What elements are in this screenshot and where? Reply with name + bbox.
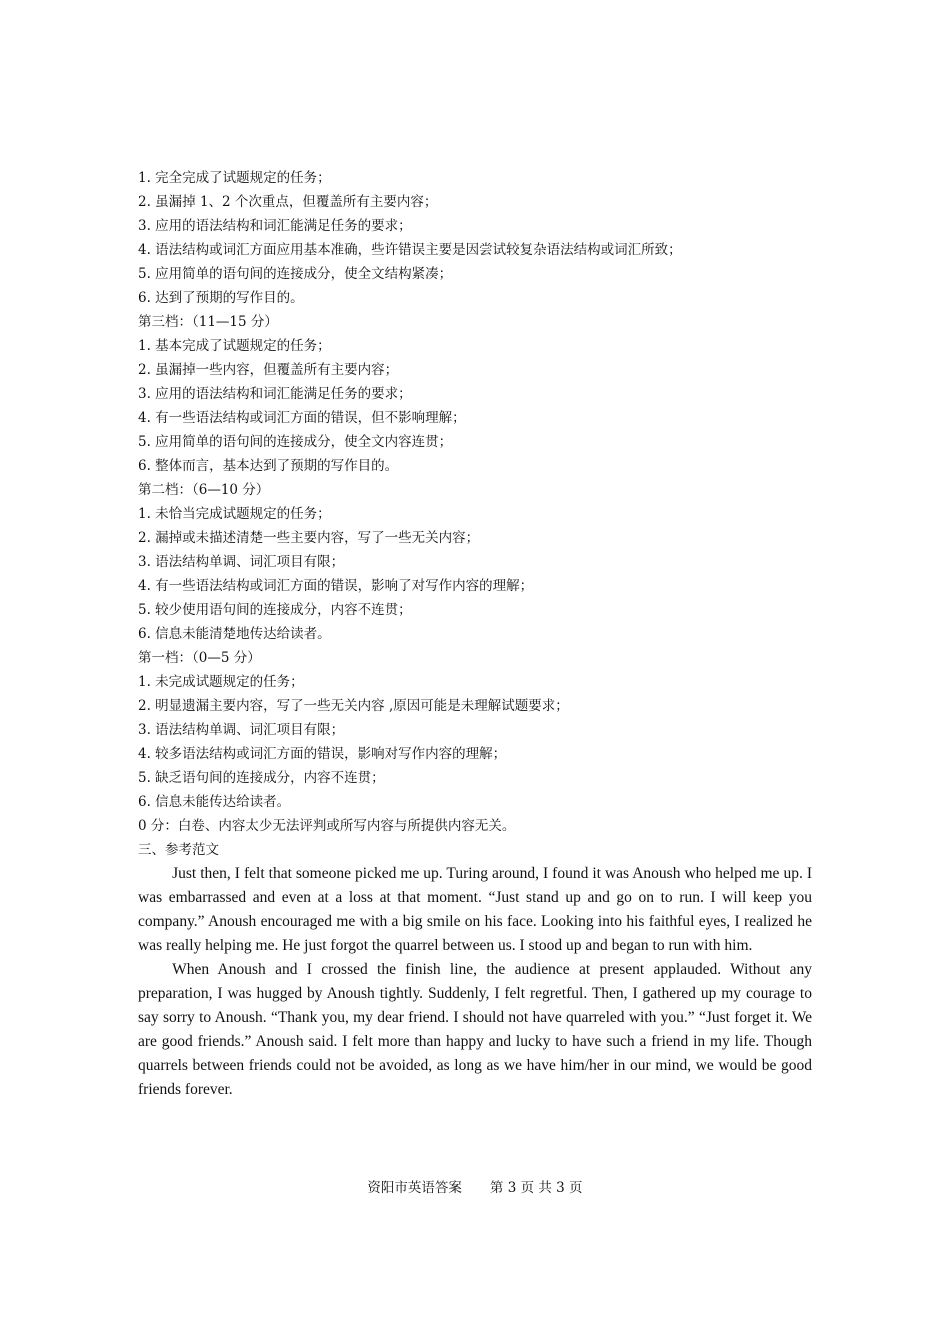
criteria-line: 2. 漏掉或未描述清楚一些主要内容，写了一些无关内容；	[138, 530, 480, 546]
criteria-line: 2. 明显遗漏主要内容，写了一些无关内容 ,原因可能是未理解试题要求；	[138, 698, 569, 714]
criteria-line: 6. 达到了预期的写作目的。	[138, 290, 304, 306]
criteria-line: 5. 应用简单的语句间的连接成分，使全文内容连贯；	[138, 434, 453, 450]
criteria-line: 3. 应用的语法结构和词汇能满足任务的要求；	[138, 386, 412, 402]
section-heading-sample-essay: 三、参考范文	[138, 842, 219, 858]
grade-heading-first: 第一档：（0—5 分）	[138, 650, 261, 666]
criteria-line: 4. 有一些语法结构或词汇方面的错误，但不影响理解；	[138, 410, 466, 426]
criteria-line: 1. 完全完成了试题规定的任务；	[138, 170, 331, 186]
criteria-line: 5. 应用简单的语句间的连接成分，使全文结构紧凑；	[138, 266, 453, 282]
criteria-line: 4. 有一些语法结构或词汇方面的错误，影响了对写作内容的理解；	[138, 578, 534, 594]
criteria-line: 5. 较少使用语句间的连接成分，内容不连贯；	[138, 602, 412, 618]
criteria-line: 6. 整体而言，基本达到了预期的写作目的。	[138, 458, 399, 474]
essay-paragraph-1: Just then, I felt that someone picked me up. Turing around, I found it was Anoush who helped me up. I was embarrassed and even at a loss at that moment. “Just stand up and go on to run. I will keep you company.” Anoush encouraged me with a big smile on his face. Looking into his faithful eyes, I realized he was really helping me. He just forgot the quarrel between us. I stood up and began to run with him.	[138, 865, 812, 954]
criteria-line: 4. 语法结构或词汇方面应用基本准确，些许错误主要是因尝试较复杂语法结构或词汇所致；	[138, 242, 682, 258]
criteria-line: 5. 缺乏语句间的连接成分，内容不连贯；	[138, 770, 385, 786]
criteria-line: 2. 虽漏掉一些内容，但覆盖所有主要内容；	[138, 362, 399, 378]
criteria-line: 1. 基本完成了试题规定的任务；	[138, 338, 331, 354]
criteria-line: 3. 语法结构单调、词汇项目有限；	[138, 554, 345, 570]
criteria-line: 1. 未恰当完成试题规定的任务；	[138, 506, 331, 522]
criteria-line: 6. 信息未能清楚地传达给读者。	[138, 626, 331, 642]
footer-title: 资阳市英语答案	[367, 1180, 462, 1196]
page-footer	[0, 1178, 950, 1198]
criteria-line: 6. 信息未能传达给读者。	[138, 794, 291, 810]
document-body	[138, 166, 812, 1102]
essay-paragraph-2: When Anoush and I crossed the finish line, the audience at present applauded. Without any preparation, I was hugged by Anoush tightly. Suddenly, I felt regretful. Then, I gathered up my courage to say sorry to Anoush. “Thank you, my dear friend. I should not have quarreled with you.” “Just forget it. We are good friends.” Anoush said. I felt more than happy and lucky to have such a friend in my life. Though quarrels between friends could not be avoided, as long as we have him/her in our mind, we would be good friends forever.	[138, 961, 812, 1098]
footer-page-number: 第 3 页 共 3 页	[489, 1180, 583, 1196]
grade-heading-second: 第二档：（6—10 分）	[138, 482, 270, 498]
grade-heading-third: 第三档：（11—15 分）	[138, 314, 278, 330]
criteria-line: 2. 虽漏掉 1、2 个次重点，但覆盖所有主要内容；	[138, 194, 438, 210]
criteria-line: 3. 语法结构单调、词汇项目有限；	[138, 722, 345, 738]
zero-score-line: 0 分：白卷、内容太少无法评判或所写内容与所提供内容无关。	[138, 818, 516, 834]
criteria-line: 3. 应用的语法结构和词汇能满足任务的要求；	[138, 218, 412, 234]
criteria-line: 1. 未完成试题规定的任务；	[138, 674, 304, 690]
criteria-line: 4. 较多语法结构或词汇方面的错误，影响对写作内容的理解；	[138, 746, 507, 762]
